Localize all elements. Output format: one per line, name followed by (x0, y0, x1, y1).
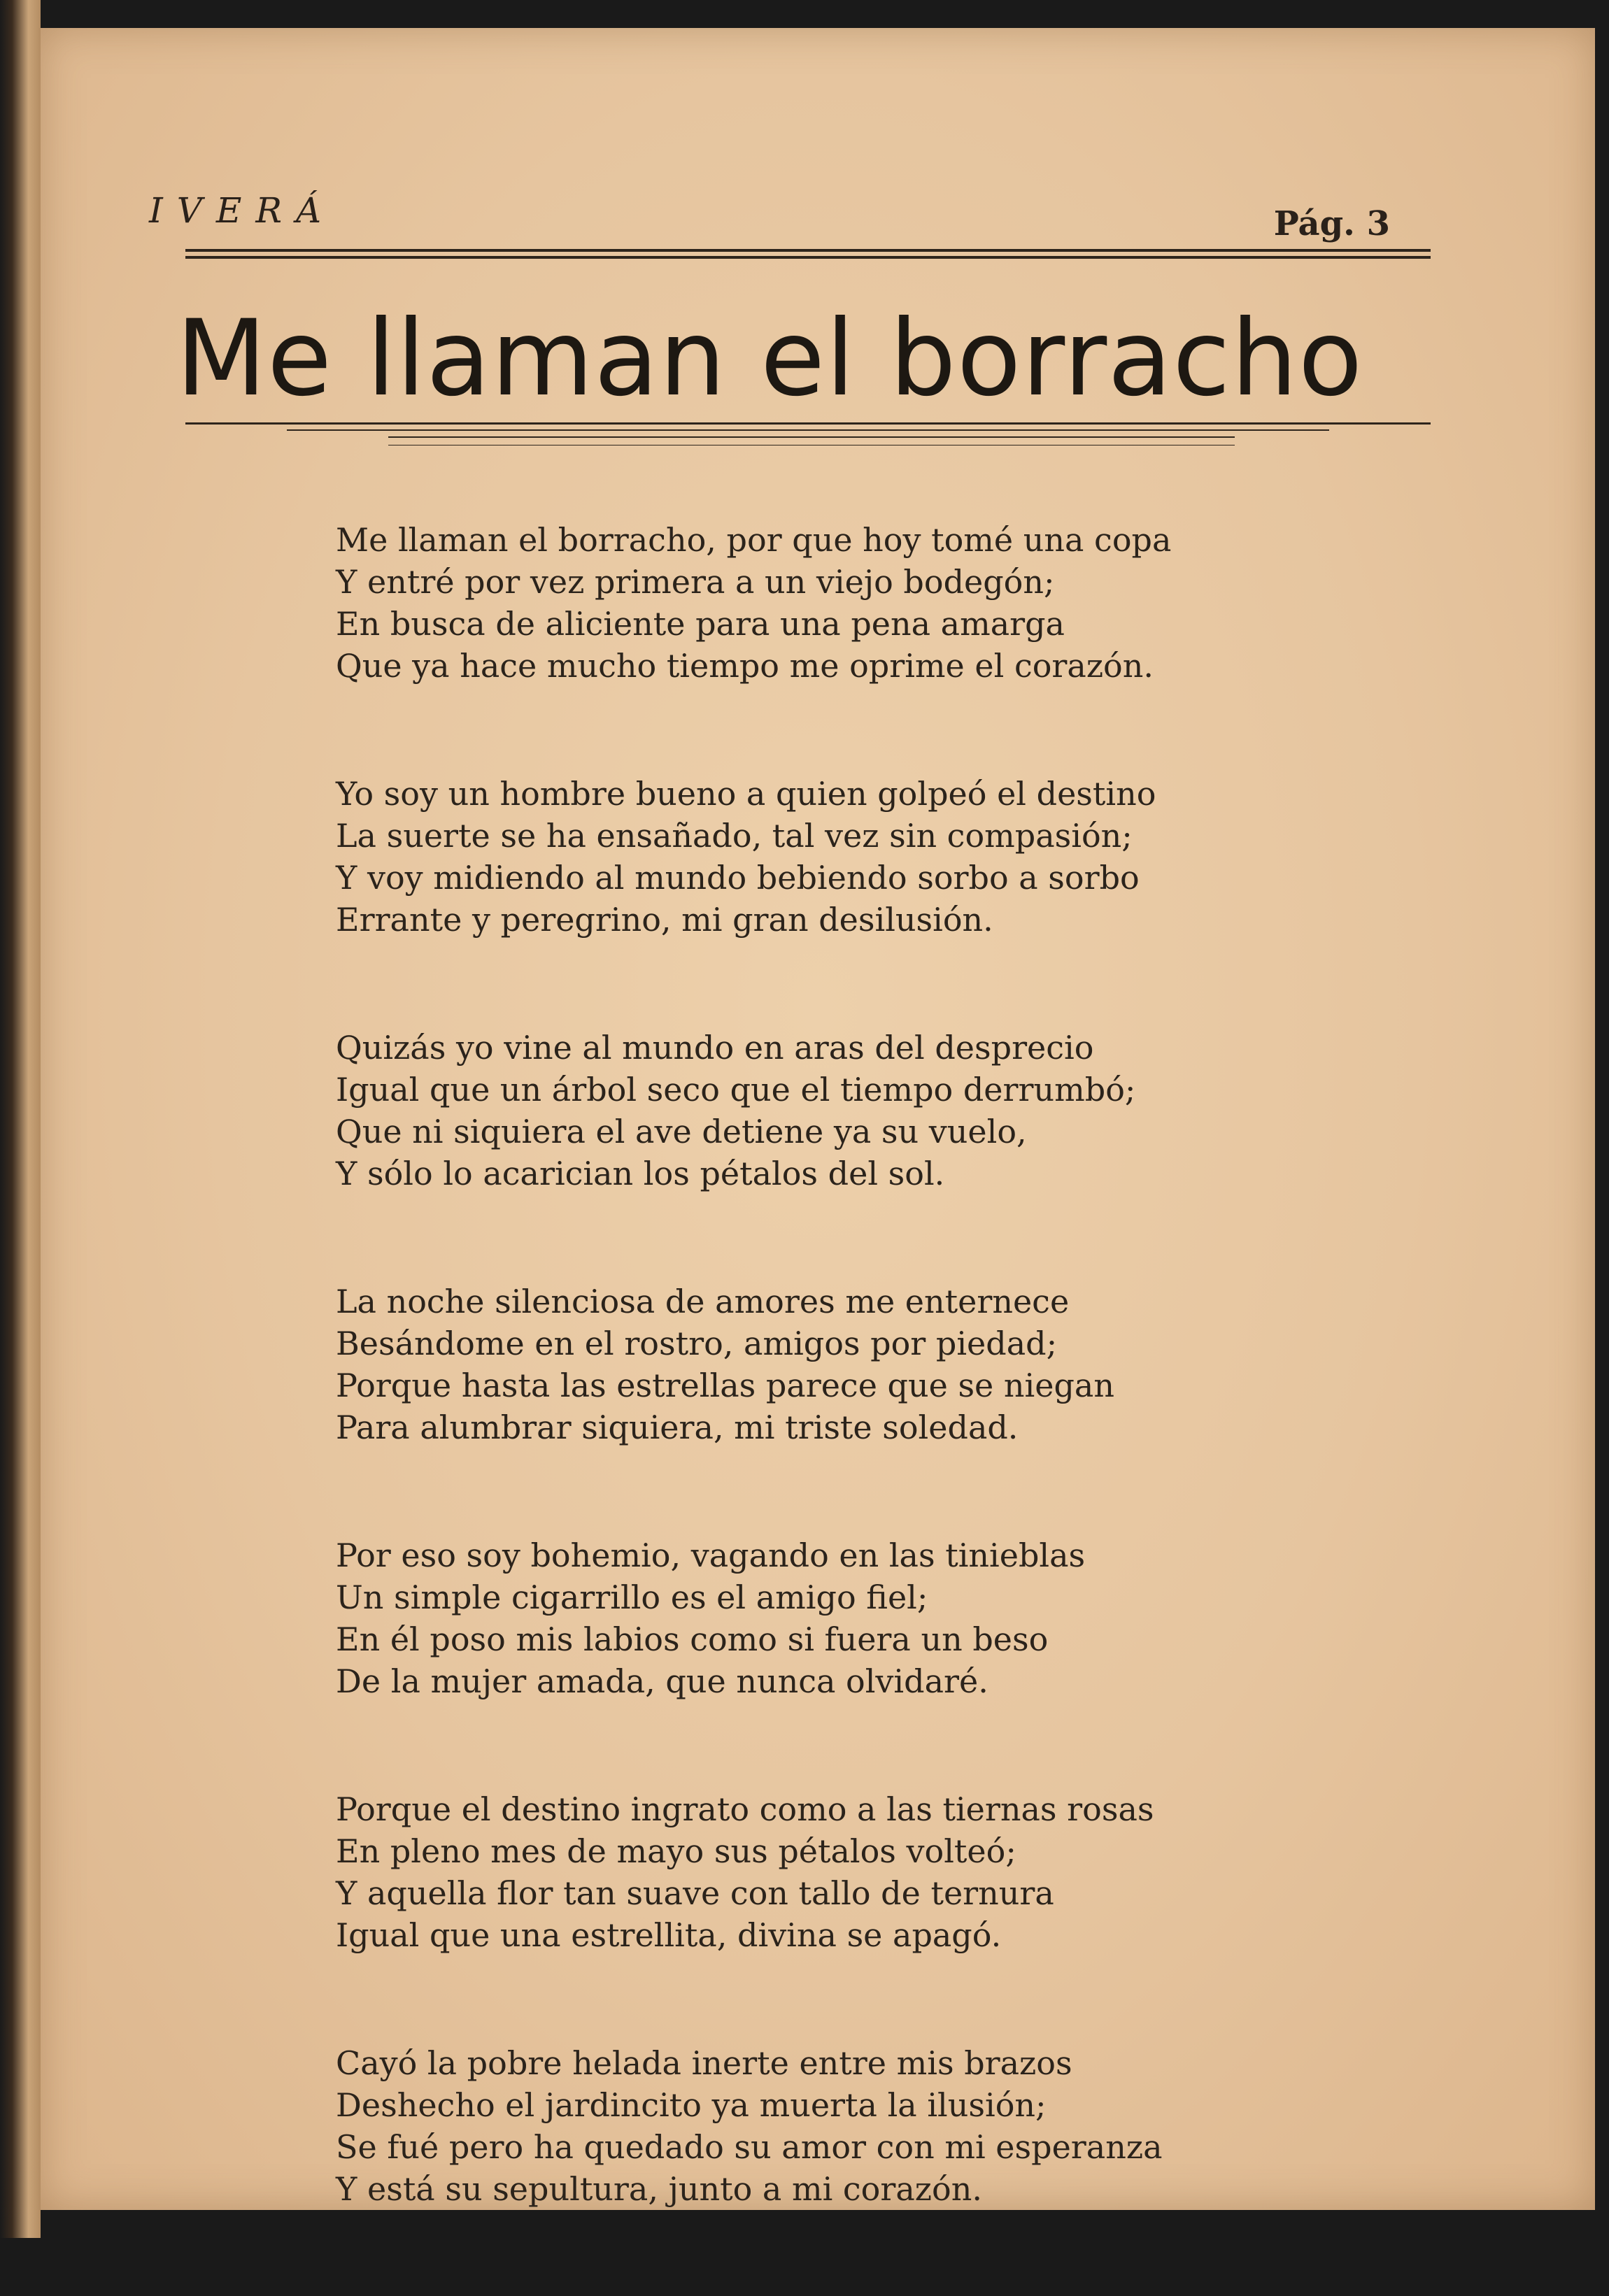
poem-line: Me llaman el borracho, por que hoy tomé una copa (336, 521, 1172, 559)
title-rule-long (185, 422, 1431, 425)
poem-line: Deshecho el jardincito ya muerta la ilusión; (336, 2086, 1047, 2124)
header-rule-top (185, 249, 1431, 252)
poem-line: En busca de aliciente para una pena amarga (336, 605, 1065, 643)
page-edge (0, 0, 41, 2238)
poem-stanza (336, 1027, 1329, 1195)
poem-line: Y voy midiendo al mundo bebiendo sorbo a sorbo (336, 859, 1140, 897)
poem-stanza (336, 773, 1329, 941)
poem-body (336, 519, 1329, 2296)
poem-stanza (336, 1281, 1329, 1448)
poem-stanza (336, 2042, 1329, 2210)
poem-line: Yo soy un hombre bueno a quien golpeó el destino (336, 775, 1156, 813)
poem-stanza (336, 519, 1329, 687)
title-rule-mid (287, 429, 1329, 431)
poem-line: Un simple cigarrillo es el amigo fiel; (336, 1578, 928, 1616)
poem-line: Para alumbrar siquiera, mi triste soledad. (336, 1409, 1019, 1446)
poem-line: Igual que una estrellita, divina se apagó. (336, 1916, 1002, 1954)
running-header (143, 169, 1396, 246)
header-rule-bottom (185, 256, 1431, 259)
poem-line: Que ya hace mucho tiempo me oprime el corazón. (336, 647, 1154, 685)
poem-line: En pleno mes de mayo sus pétalos volteó; (336, 1832, 1016, 1870)
title-rule-short (388, 436, 1235, 438)
poem-line: La noche silenciosa de amores me enternece (336, 1283, 1070, 1320)
publication-name: IVERÁ (149, 190, 336, 231)
poem-stanza (336, 1534, 1329, 1702)
poem-line: Y está su sepultura, junto a mi corazón. (336, 2170, 982, 2208)
poem-line: De la mujer amada, que nunca olvidaré. (336, 1662, 988, 1700)
poem-line: En él poso mis labios como si fuera un beso (336, 1620, 1049, 1658)
poem-line: Porque el destino ingrato como a las tiernas rosas (336, 1790, 1154, 1828)
poem-line: Que ni siquiera el ave detiene ya su vuelo, (336, 1113, 1027, 1150)
page-number: Pág. 3 (1273, 204, 1390, 243)
page-title: Me llaman el borracho (176, 298, 1363, 420)
poem-line: Errante y peregrino, mi gran desilusión. (336, 901, 993, 939)
poem-line: Y entré por vez primera a un viejo bodegón; (336, 563, 1055, 601)
poem-line: Besándome en el rostro, amigos por piedad; (336, 1325, 1058, 1362)
poem-line: Y aquella flor tan suave con tallo de ternura (336, 1874, 1054, 1912)
poem-line: La suerte se ha ensañado, tal vez sin compasión; (336, 817, 1133, 855)
poem-line: Cayó la pobre helada inerte entre mis brazos (336, 2044, 1072, 2082)
poem-line: Porque hasta las estrellas parece que se niegan (336, 1367, 1114, 1404)
poem-line: Y sólo lo acarician los pétalos del sol. (336, 1155, 945, 1192)
poem-line: Por eso soy bohemio, vagando en las tinieblas (336, 1536, 1086, 1574)
poem-line: Igual que un árbol seco que el tiempo derrumbó; (336, 1071, 1136, 1108)
poem-line: Se fué pero ha quedado su amor con mi esperanza (336, 2128, 1163, 2166)
poem-stanza (336, 1788, 1329, 1956)
poem-line: Quizás yo vine al mundo en aras del desprecio (336, 1029, 1094, 1067)
